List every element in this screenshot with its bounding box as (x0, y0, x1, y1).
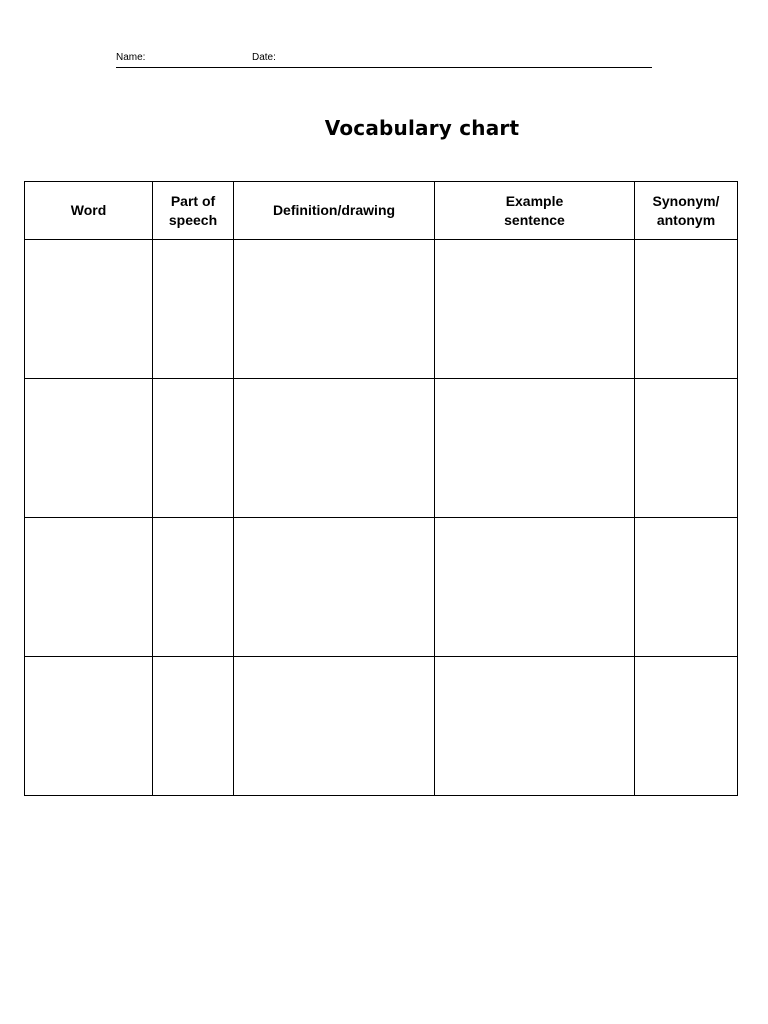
table-header-row (25, 182, 738, 240)
table-cell-definition[interactable] (234, 518, 435, 657)
table-cell-definition[interactable] (234, 379, 435, 518)
table-cell-part-of-speech[interactable] (153, 240, 234, 379)
name-date-line (116, 50, 652, 68)
table-cell-word[interactable] (25, 657, 153, 796)
table-cell-synonym[interactable] (635, 518, 738, 657)
name-label: Name: (116, 52, 146, 63)
date-label: Date: (252, 52, 276, 63)
column-header-word: Word (25, 182, 153, 240)
vocabulary-table (24, 181, 738, 796)
table-cell-synonym[interactable] (635, 379, 738, 518)
table-cell-part-of-speech[interactable] (153, 379, 234, 518)
table-cell-word[interactable] (25, 240, 153, 379)
column-header-definition-drawing: Definition/drawing (234, 182, 435, 240)
table-cell-part-of-speech[interactable] (153, 657, 234, 796)
table-row (25, 518, 738, 657)
table-cell-word[interactable] (25, 518, 153, 657)
table-cell-example[interactable] (435, 518, 635, 657)
table-row (25, 379, 738, 518)
column-header-part-of-speech: Part of speech (153, 182, 234, 240)
table-row (25, 657, 738, 796)
table-cell-synonym[interactable] (635, 657, 738, 796)
page-title: Vocabulary chart (324, 116, 520, 140)
column-header-synonym-antonym: Synonym/ antonym (635, 182, 738, 240)
table-cell-part-of-speech[interactable] (153, 518, 234, 657)
table-cell-word[interactable] (25, 379, 153, 518)
column-header-example-sentence: Example sentence (435, 182, 635, 240)
table-cell-synonym[interactable] (635, 240, 738, 379)
table-cell-example[interactable] (435, 240, 635, 379)
table-cell-definition[interactable] (234, 657, 435, 796)
table-row (25, 240, 738, 379)
table-cell-definition[interactable] (234, 240, 435, 379)
table-cell-example[interactable] (435, 657, 635, 796)
table-cell-example[interactable] (435, 379, 635, 518)
